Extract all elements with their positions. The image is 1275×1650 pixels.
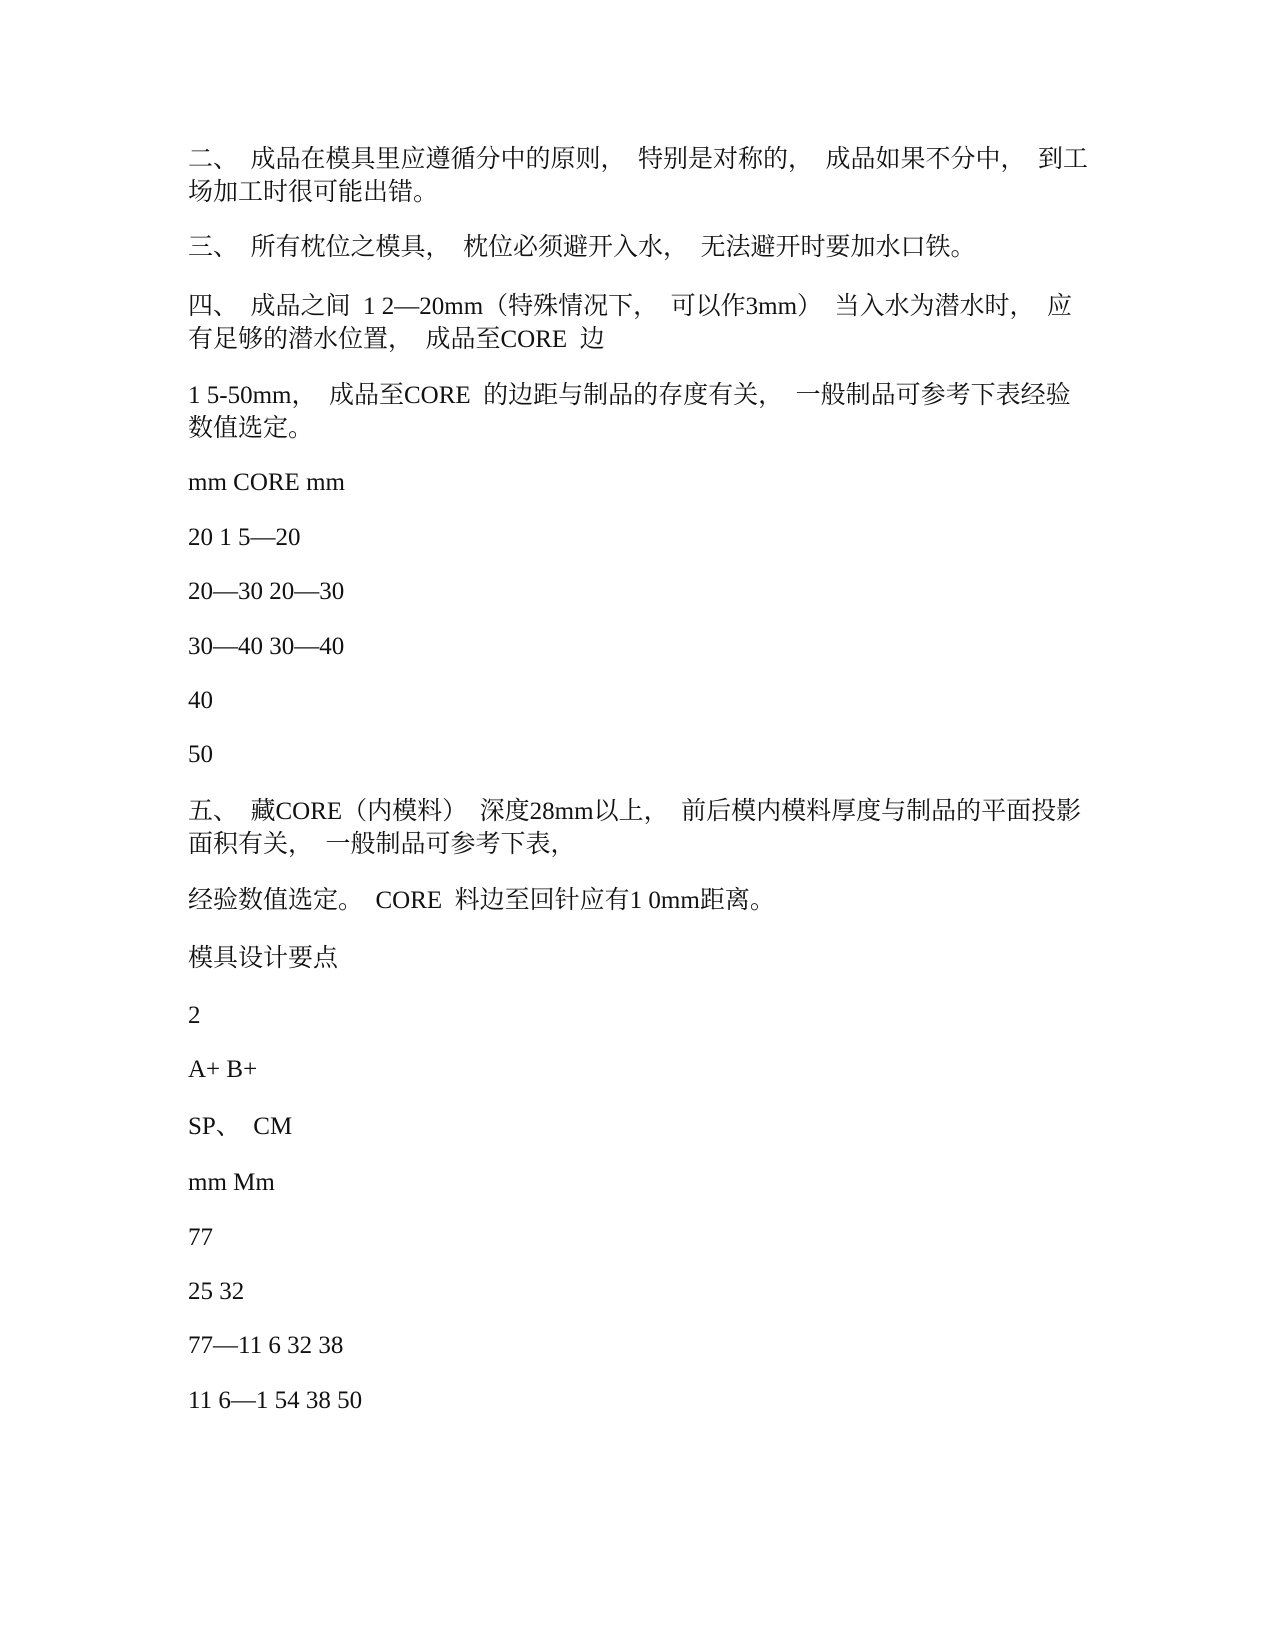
table-row: 20 1 5—20: [188, 524, 301, 551]
section-heading: 模具设计要点: [188, 945, 339, 972]
list-item: SP、 CM: [188, 1113, 293, 1140]
table-row: 11 6—1 54 38 50: [188, 1387, 363, 1414]
paragraph-core-edge: 1 5-50mm， 成品至CORE 的边距与制品的存度有关， 一般制品可参考下表经验数值选定。: [188, 382, 1071, 442]
table-header-row: mm CORE mm: [188, 469, 345, 496]
paragraph-core-depth: 五、 藏CORE（内模料） 深度28mm以上， 前后模内模料厚度与制品的平面投影面积有关， 一般制品可参考下表，: [188, 798, 1082, 858]
table-row: 77—11 6 32 38: [188, 1332, 344, 1359]
table-row: 30—40 30—40: [188, 633, 345, 660]
paragraph-core-return-pin: 经验数值选定。 CORE 料边至回针应有1 0mm距离。: [188, 887, 775, 914]
table-row: 40: [188, 687, 213, 714]
table-row: 25 32: [188, 1278, 245, 1305]
table-header-row: mm Mm: [188, 1169, 275, 1196]
list-item: 2: [188, 1002, 201, 1029]
paragraph-pillow-position: 三、 所有枕位之模具， 枕位必须避开入水， 无法避开时要加水口铁。: [188, 234, 976, 261]
table-row: 50: [188, 741, 213, 768]
list-item: A+ B+: [188, 1056, 258, 1083]
paragraph-principle-centering: 二、 成品在模具里应遵循分中的原则， 特别是对称的， 成品如果不分中， 到工场加工时很可能出错。: [188, 146, 1089, 206]
table-row: 77: [188, 1224, 213, 1251]
paragraph-product-spacing: 四、 成品之间 1 2—20mm（特殊情况下， 可以作3mm） 当入水为潜水时， 应有足够的潜水位置， 成品至CORE 边: [188, 293, 1073, 353]
table-row: 20—30 20—30: [188, 578, 345, 605]
